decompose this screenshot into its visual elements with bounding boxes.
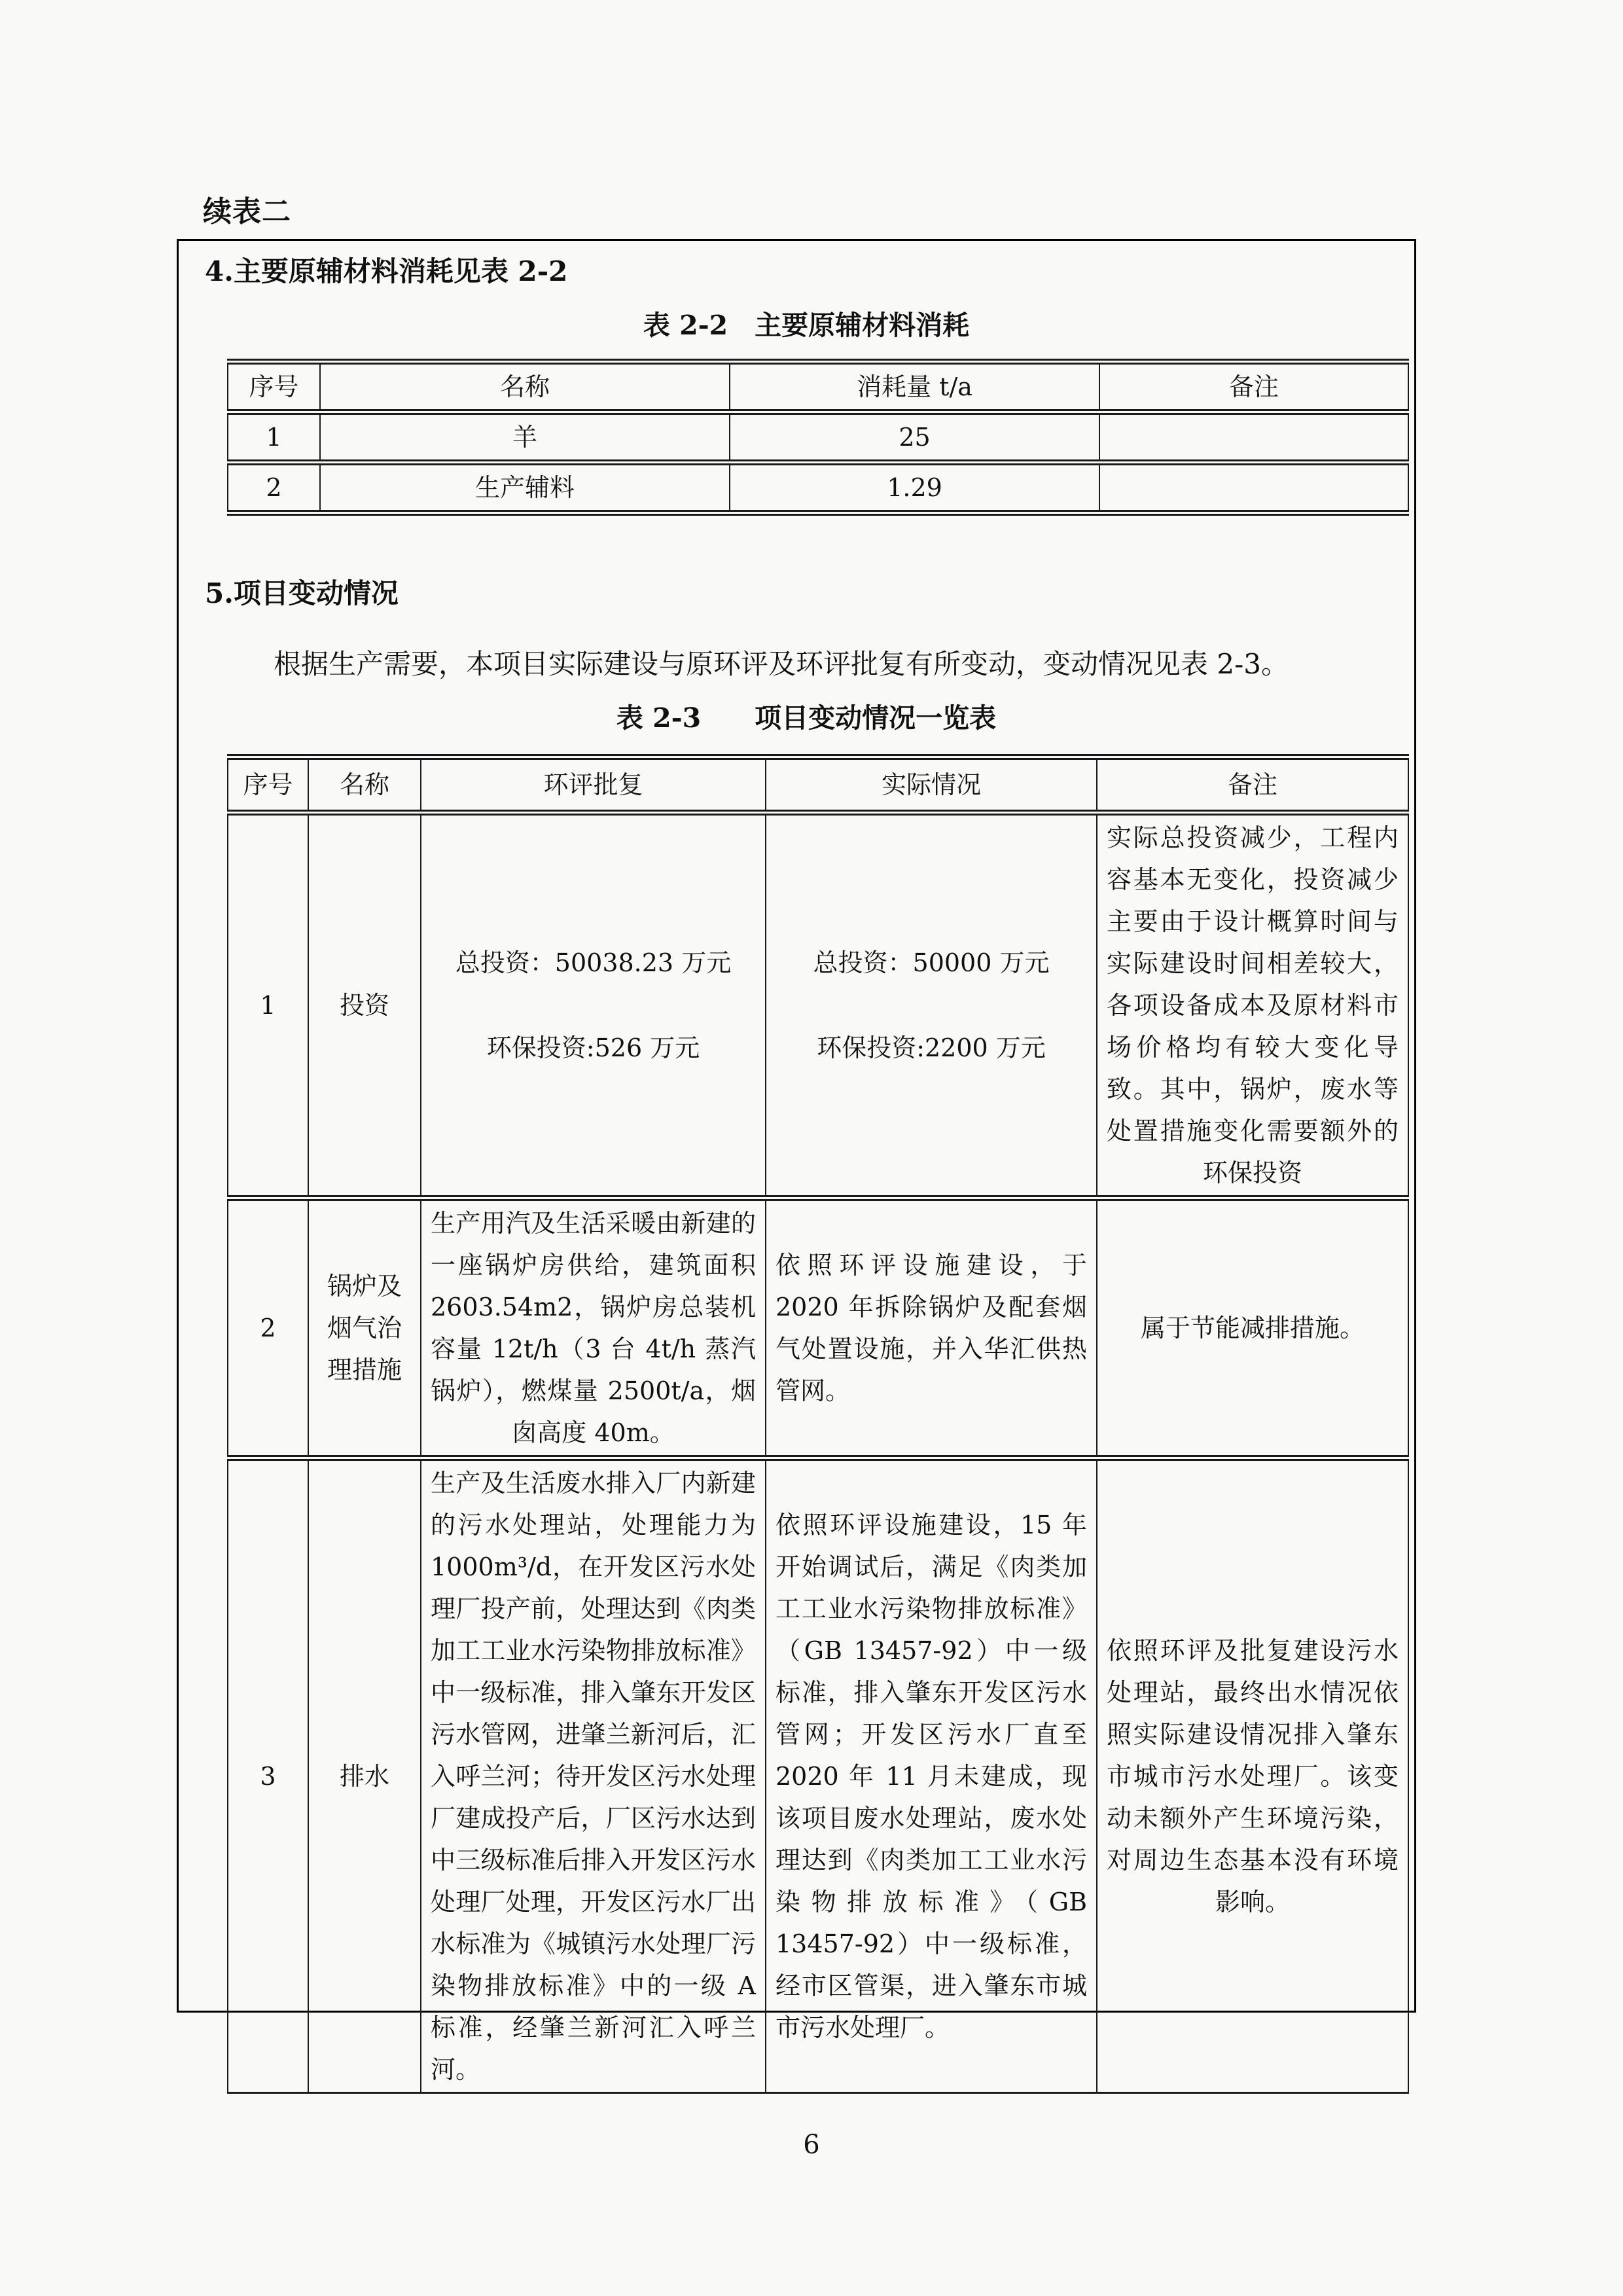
change-name-cell: 排水 — [308, 1458, 421, 2093]
table-2-2 — [227, 359, 1409, 516]
actual-line: 总投资：50000 万元 — [813, 948, 1050, 977]
col-header-consumption: 消耗量 t/a — [730, 362, 1099, 412]
remark-cell: 实际总投资减少，工程内容基本无变化，投资减少主要由于设计概算时间与实际建设时间相差较大，各项设备成本及原材料市场价格均有较大变化导致。其中，锅炉，废水等处置措施变化需要额外的环保投资 — [1097, 813, 1408, 1198]
remark-cell: 属于节能减排措施。 — [1097, 1198, 1408, 1458]
eia-approval-cell: 生产及生活废水排入厂内新建的污水处理站，处理能力为1000m³/d，在开发区污水处理厂投产前，处理达到《肉类加工工业水污染物排放标准》中一级标准，排入肇东开发区污水管网，进肇兰新河后，汇入呼兰河；待开发区污水处理厂建成投产后，厂区污水达到中三级标准后排入开发区污水处理厂处理，开发区污水厂出水标准为《城镇污水处理厂污染物排放标准》中的一级 A 标准，经肇兰新河汇入呼兰河。 — [421, 1458, 766, 2093]
eia-approval-cell — [421, 813, 766, 1198]
change-name-cell: 锅炉及烟气治理措施 — [308, 1198, 421, 1458]
eia-line: 总投资：50038.23 万元 — [455, 948, 732, 977]
material-name-cell: 生产辅料 — [320, 463, 730, 513]
col-header-name: 名称 — [308, 757, 421, 813]
col-header-name: 名称 — [320, 362, 730, 412]
actual-cell — [766, 813, 1097, 1198]
col-header-eia-approval: 环评批复 — [421, 757, 766, 813]
section5-intro-paragraph: 根据生产需要，本项目实际建设与原环评及环评批复有所变动，变动情况见表 2-3。 — [274, 648, 1289, 680]
actual-line: 环保投资:2200 万元 — [817, 1033, 1046, 1062]
row-number-cell: 2 — [228, 463, 320, 513]
col-header-seq: 序号 — [228, 757, 308, 813]
change-name-cell: 投资 — [308, 813, 421, 1198]
table-2-3-caption: 表 2-3 项目变动情况一览表 — [616, 702, 997, 734]
remark-cell — [1099, 412, 1408, 463]
consumption-cell: 25 — [730, 412, 1099, 463]
table-2-3-header-row — [228, 757, 1408, 813]
col-header-remark: 备注 — [1099, 362, 1408, 412]
table-row — [228, 463, 1408, 513]
change-row-investment — [228, 813, 1408, 1198]
remark-cell: 依照环评及批复建设污水处理站，最终出水情况依照实际建设情况排入肇东市城市污水处理厂。该变动未额外产生环境污染，对周边生态基本没有环境影响。 — [1097, 1458, 1408, 2093]
section5-heading: 5.项目变动情况 — [205, 577, 399, 609]
col-header-remark: 备注 — [1097, 757, 1408, 813]
table-row — [228, 412, 1408, 463]
page-title: 续表二 — [203, 195, 291, 228]
row-number-cell: 1 — [228, 813, 308, 1198]
material-name-cell: 羊 — [320, 412, 730, 463]
eia-line: 环保投资:526 万元 — [486, 1033, 700, 1062]
remark-cell — [1099, 463, 1408, 513]
table-2-2-header-row — [228, 362, 1408, 412]
section4-heading: 4.主要原辅材料消耗见表 2-2 — [205, 255, 568, 287]
col-header-actual: 实际情况 — [766, 757, 1097, 813]
row-number-cell: 1 — [228, 412, 320, 463]
eia-approval-cell: 生产用汽及生活采暖由新建的一座锅炉房供给，建筑面积2603.54m2，锅炉房总装机容量 12t/h（3 台 4t/h 蒸汽锅炉），燃煤量 2500t/a，烟囱高度 40m。 — [421, 1198, 766, 1458]
table-2-3 — [227, 754, 1409, 2094]
page-number: 6 — [803, 2130, 820, 2160]
col-header-seq: 序号 — [228, 362, 320, 412]
actual-cell: 依照环评设施建设，15 年开始调试后，满足《肉类加工工业水污染物排放标准》（GB 13457-92）中一级标准，排入肇东开发区污水管网；开发区污水厂直至 2020 年 11 月未建成，现该项目废水处理站，废水处理达到《肉类加工工业水污染物排放标准》（GB 13457-92）中一级标准，经市区管渠，进入肇东市城市污水处理厂。 — [766, 1458, 1097, 2093]
change-row-boiler — [228, 1198, 1408, 1458]
table-2-2-caption: 表 2-2 主要原辅材料消耗 — [643, 310, 970, 341]
row-number-cell: 3 — [228, 1458, 308, 2093]
consumption-cell: 1.29 — [730, 463, 1099, 513]
change-row-drainage — [228, 1458, 1408, 2093]
content-frame — [177, 239, 1416, 2084]
row-number-cell: 2 — [228, 1198, 308, 1458]
actual-cell: 依照环评设施建设，于 2020 年拆除锅炉及配套烟气处置设施，并入华汇供热管网。 — [766, 1198, 1097, 1458]
